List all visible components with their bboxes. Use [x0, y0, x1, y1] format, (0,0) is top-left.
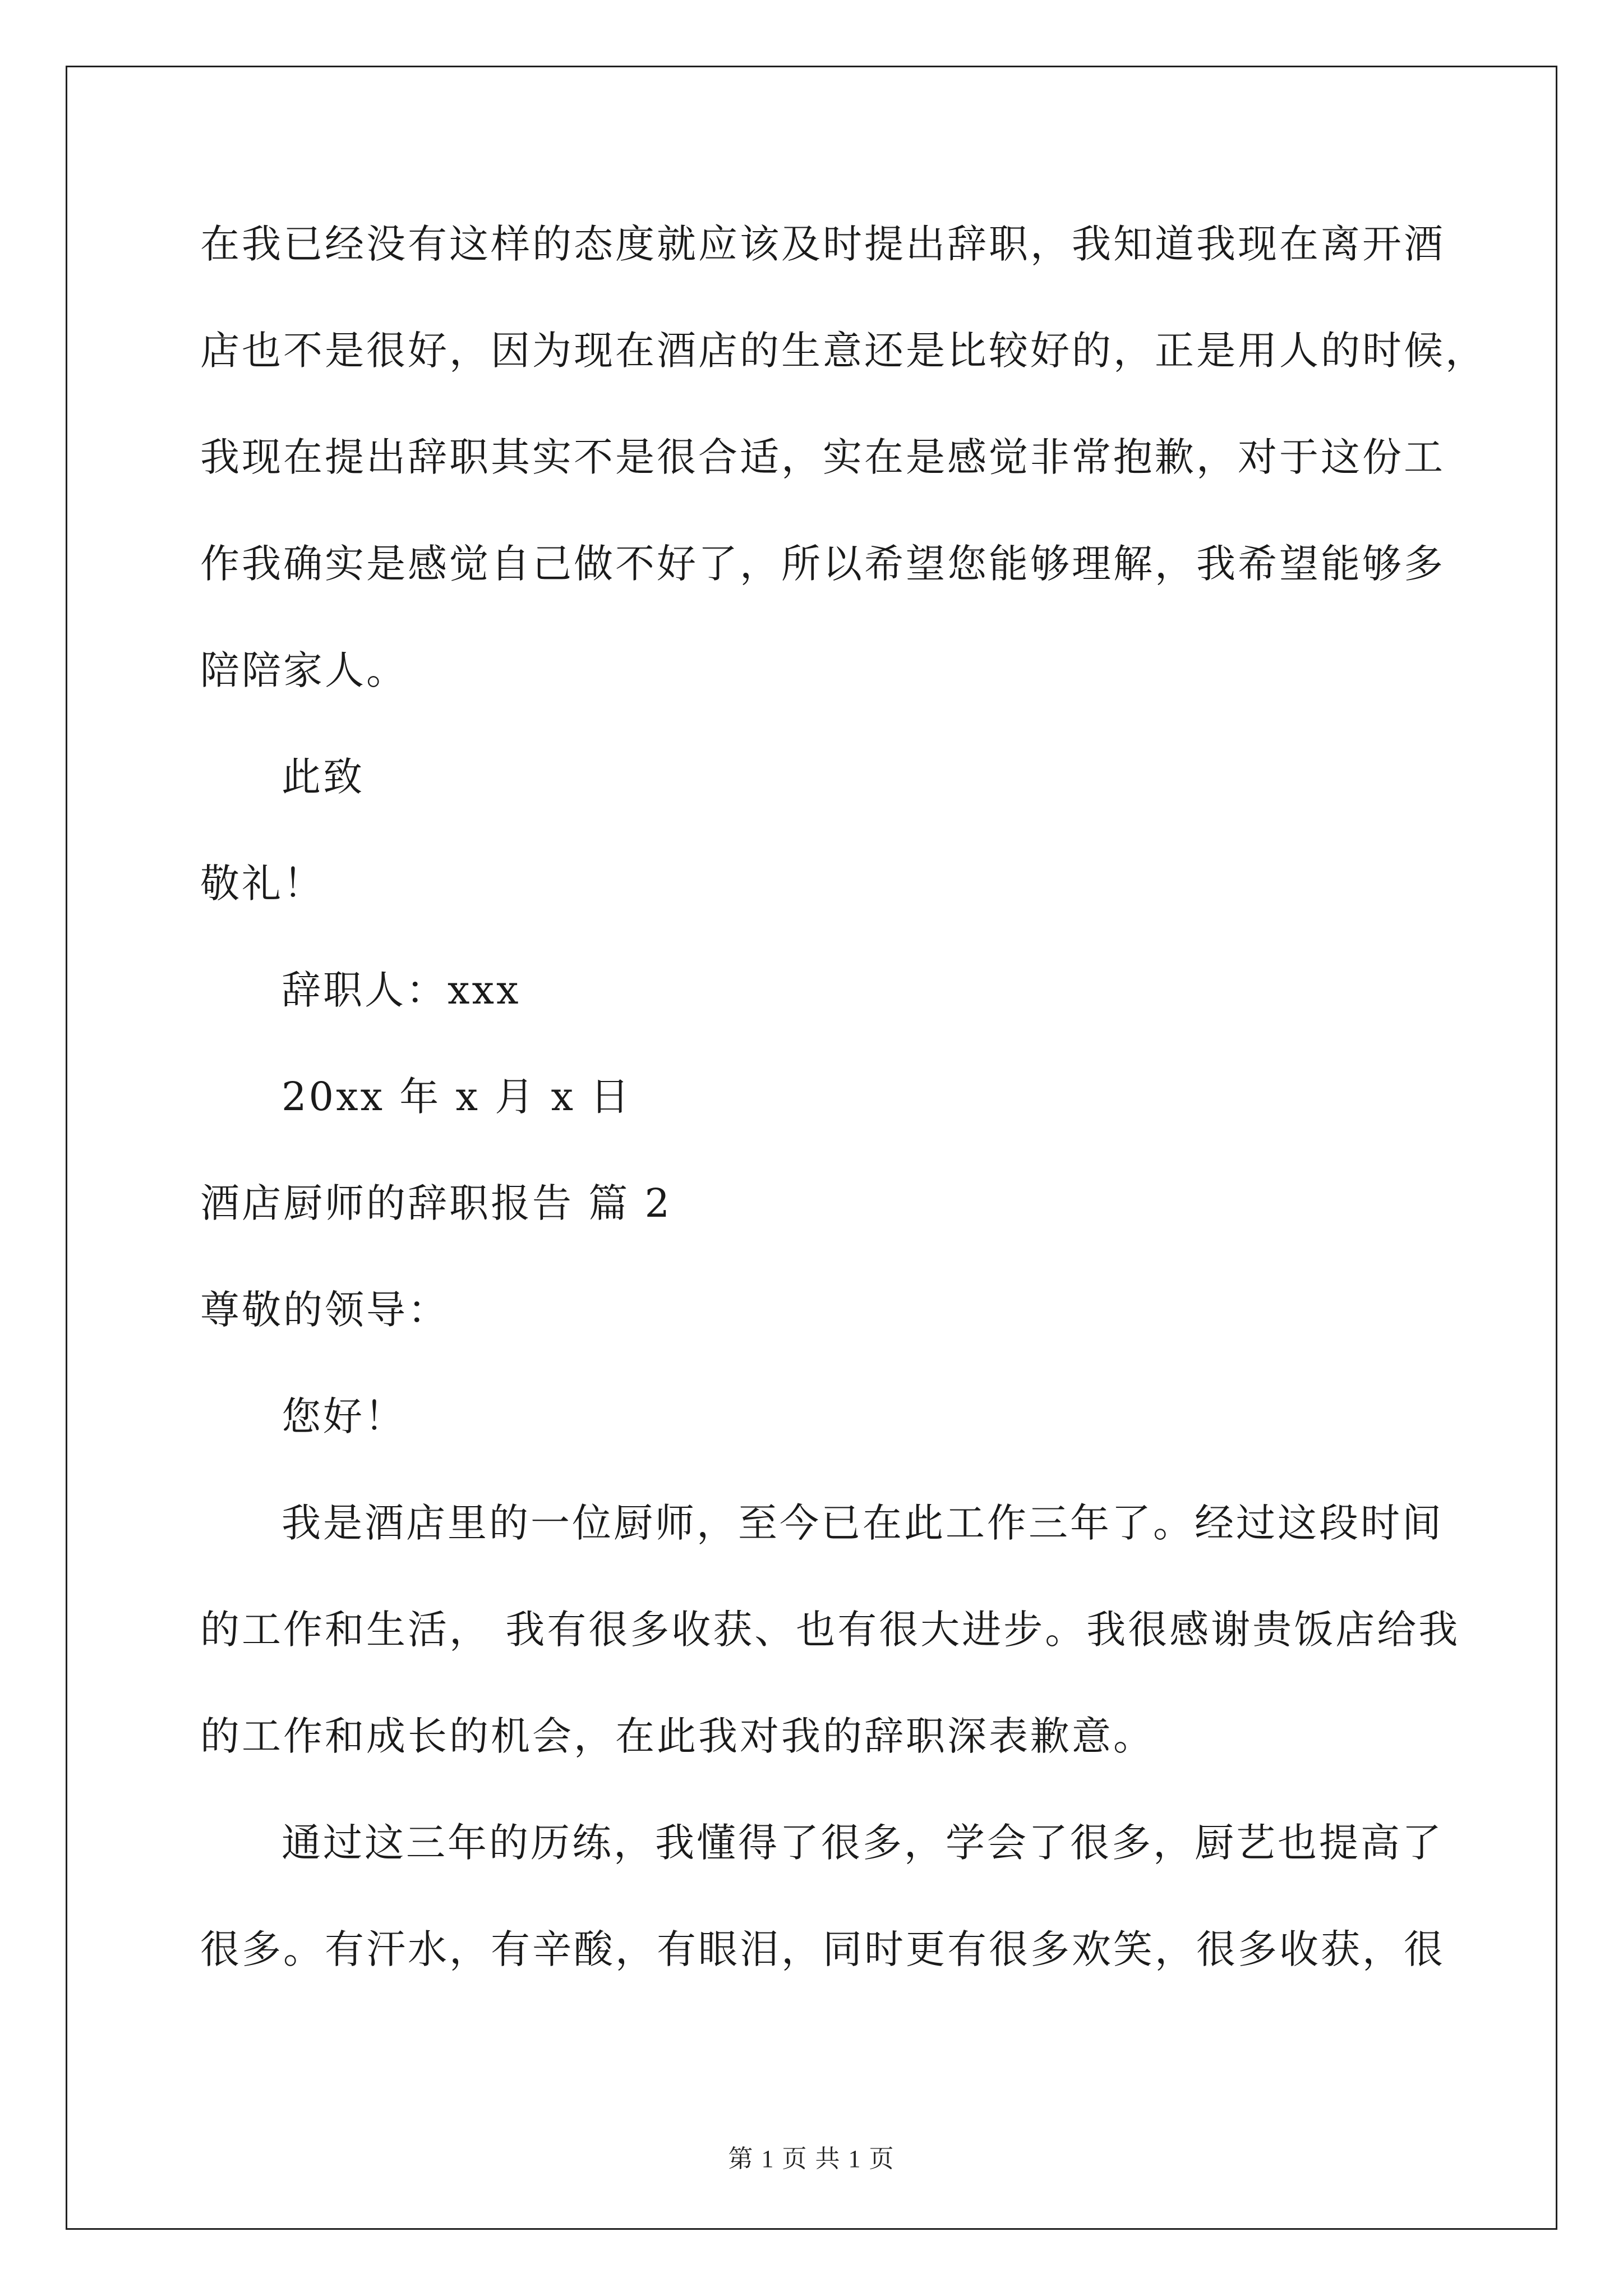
greeting: 您好！: [282, 1393, 406, 1439]
text-line: 通过这三年的历练，我懂得了很多，学会了很多，厨艺也提高了: [282, 1820, 1444, 1866]
signature-line: 辞职人：xxx: [282, 967, 521, 1013]
text-line: 的工作和生活， 我有很多收获、也有很大进步。我很感谢贵饭店给我: [200, 1607, 1460, 1653]
section-heading: 酒店厨师的辞职报告 篇 2: [200, 1180, 672, 1226]
text-line: 我现在提出辞职其实不是很合适，实在是感觉非常抱歉，对于这份工: [200, 434, 1445, 480]
text-line: 作我确实是感觉自己做不好了，所以希望您能够理解，我希望能够多: [200, 541, 1445, 587]
text-line: 的工作和成长的机会，在此我对我的辞职深表歉意。: [200, 1713, 1155, 1759]
page-border: [66, 66, 1557, 2230]
text-line: 在我已经没有这样的态度就应该及时提出辞职，我知道我现在离开酒: [200, 221, 1445, 267]
text-line: 陪陪家人。: [200, 647, 408, 693]
closing-regards: 敬礼！: [200, 861, 325, 907]
text-line: 店也不是很好，因为现在酒店的生意还是比较好的，正是用人的时候，: [200, 328, 1487, 374]
date-line: 20xx 年 x 月 x 日: [282, 1074, 632, 1120]
text-line: 我是酒店里的一位厨师，至今已在此工作三年了。经过这段时间: [282, 1500, 1444, 1546]
text-line: 很多。有汗水，有辛酸，有眼泪，同时更有很多欢笑，很多收获，很: [200, 1926, 1445, 1972]
greeting-recipient: 尊敬的领导：: [200, 1287, 449, 1333]
closing-salutation: 此致: [282, 754, 365, 800]
page-number-footer: 第 1 页 共 1 页: [728, 2145, 895, 2173]
